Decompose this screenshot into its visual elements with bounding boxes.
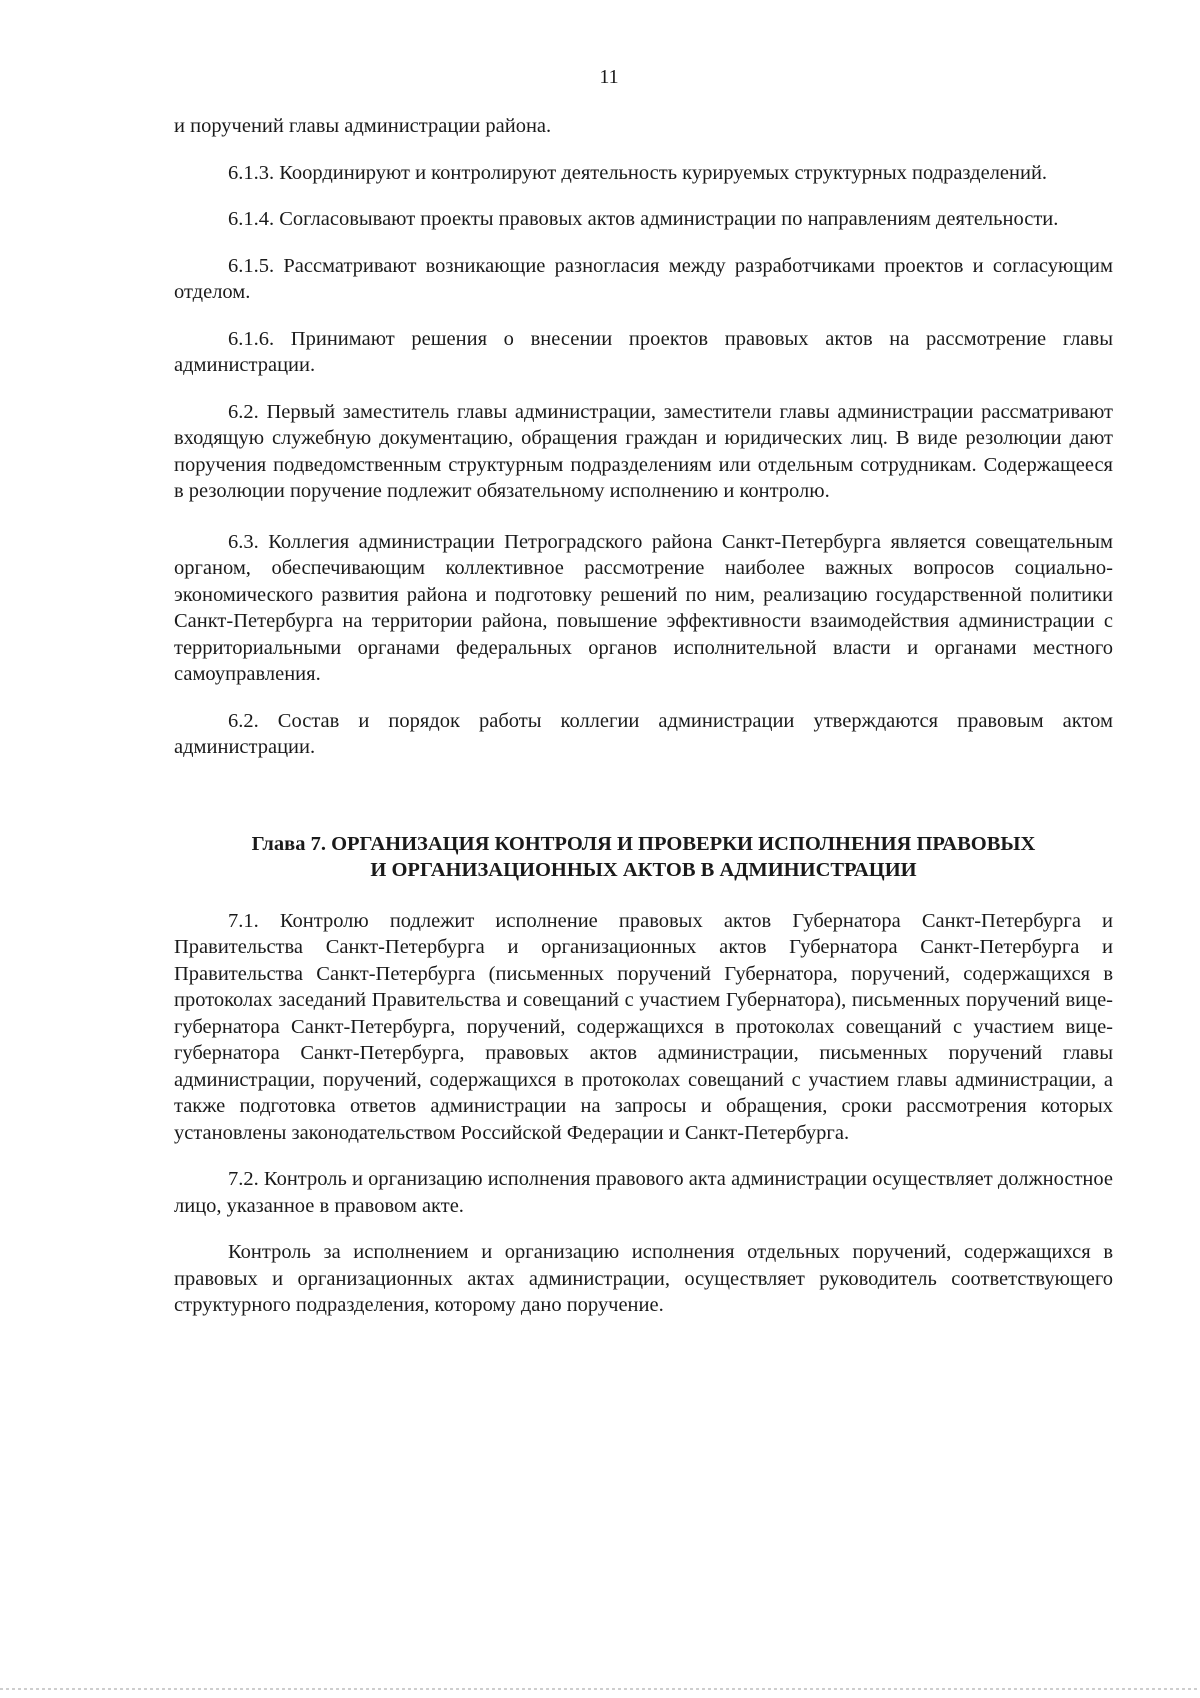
paragraph-6-1-3: 6.1.3. Координируют и контролируют деятельность курируемых структурных подразделений. [228, 161, 1048, 184]
paragraph-6-3: 6.3. Коллегия администрации Петроградского района Санкт-Петербурга является совещательным органом, обеспечивающим коллективное рассмотрение наиболее важных вопросов социально-экономического развития района и подготовку решений по ним, реализацию государственной политики Санкт-Петербурга на территории района, повышение эффективности взаимодействия администрации с территориальными органами федеральных органов исполнительной власти и органами местного самоуправления. [174, 530, 1113, 685]
page-content [174, 113, 1113, 1319]
paragraph-6-1-4: 6.1.4. Согласовывают проекты правовых актов администрации по направлениям деятельности. [228, 208, 1059, 230]
paragraph-continuation: и поручений главы администрации района. [174, 115, 552, 137]
paragraph-7-2-control: Контроль за исполнением и организацию исполнения отдельных поручений, содержащихся в правовых и организационных актах администрации, осуществляет руководитель соответствующего структурного подразделения, которому дано поручение. [174, 1241, 1113, 1316]
chapter-7-heading-line-2: И ОРГАНИЗАЦИОННЫХ АКТОВ В АДМИНИСТРАЦИИ [370, 859, 917, 881]
paragraph-6-2: 6.2. Первый заместитель главы администрации, заместители главы администрации рассматривают входящую служебную документацию, обращения граждан и юридических лиц. В виде резолюции дают поручения подведомственным структурным подразделениям или отдельным сотрудникам. Содержащееся в резолюции поручение подлежит обязательному исполнению и контролю. [174, 400, 1113, 502]
scan-edge-line [0, 1688, 1200, 1690]
paragraph-6-2-second: 6.2. Состав и порядок работы коллегии администрации утверждаются правовым актом администрации. [174, 709, 1113, 758]
paragraph-7-2: 7.2. Контроль и организацию исполнения правового акта администрации осуществляет должностное лицо, указанное в правовом акте. [174, 1168, 1113, 1217]
paragraph-7-1: 7.1. Контролю подлежит исполнение правовых актов Губернатора Санкт-Петербурга и Правительства Санкт-Петербурга и организационных актов Губернатора Санкт-Петербурга и Правительства Санкт-Петербурга (письменных поручений Губернатора, поручений, содержащихся в протоколах заседаний Правительства и совещаний с участием Губернатора), письменных поручений вице-губернатора Санкт-Петербурга, поручений, содержащихся в протоколах совещаний с участием вице-губернатора Санкт-Петербурга, правовых актов администрации, письменных поручений главы администрации, поручений, содержащихся в протоколах совещаний с участием главы администрации, а также подготовка ответов администрации на запросы и обращения, сроки рассмотрения которых установлены законодательством Российской Федерации и Санкт-Петербурга. [174, 909, 1113, 1144]
chapter-7-heading [174, 831, 1113, 884]
chapter-7-heading-line-1: Глава 7. ОРГАНИЗАЦИЯ КОНТРОЛЯ И ПРОВЕРКИ ИСПОЛНЕНИЯ ПРАВОВЫХ [251, 832, 1036, 855]
paragraph-6-1-6: 6.1.6. Принимают решения о внесении проектов правовых актов на рассмотрение главы администрации. [174, 327, 1113, 376]
page-number: 11 [599, 66, 619, 88]
paragraph-6-1-5: 6.1.5. Рассматривают возникающие разногласия между разработчиками проектов и согласующим отделом. [174, 254, 1113, 303]
